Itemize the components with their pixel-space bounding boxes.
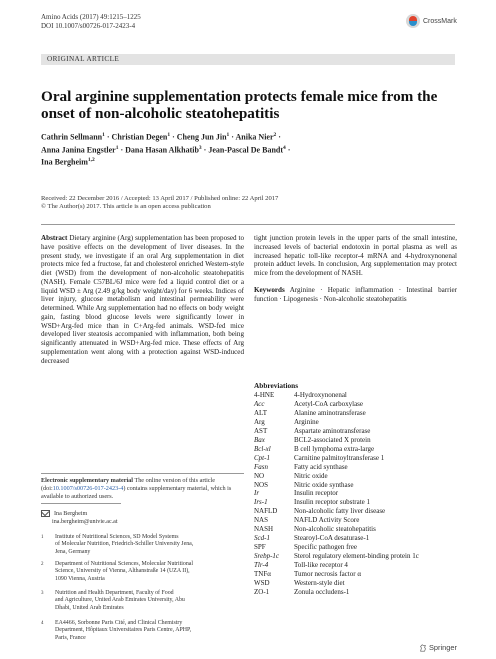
abbreviation-term: Arg [254, 417, 265, 426]
affiliation-text [41, 620, 244, 642]
abbreviation-row [254, 463, 464, 472]
affiliation-item [41, 561, 244, 583]
affiliation-line: and Agriculture, United Arab Emirates University, Abu [55, 597, 185, 604]
affiliation-number: 3 [41, 591, 44, 596]
affiliation-line: Dhabi, United Arab Emirates [55, 604, 124, 611]
abbreviation-term: TNFα [254, 570, 271, 579]
author-name: Christian Degen [111, 132, 168, 142]
abbreviations-table [254, 391, 464, 597]
abbreviation-term: Scd-1 [254, 534, 270, 543]
esm-doi-link[interactable]: 10.1007/s00726-017-2423-4 [52, 485, 124, 492]
abbreviation-row [254, 561, 464, 570]
abbreviation-term: Bax [254, 435, 265, 444]
abbreviation-row [254, 570, 464, 579]
author-name: Anika Nier [235, 132, 274, 142]
author-affiliation-mark: 1 [115, 144, 119, 151]
abbreviation-term: Acc [254, 399, 265, 408]
abbreviations-title: Abbreviations [254, 381, 299, 390]
abbreviation-row [254, 579, 464, 588]
abbreviation-definition: BCL2-associated X protein [294, 435, 371, 444]
abbreviation-term: 4-HNE [254, 391, 275, 399]
affiliation-item [41, 620, 244, 642]
abbreviation-definition: Tumor necrosis factor α [294, 570, 361, 579]
keywords-block [254, 286, 457, 304]
abbreviation-definition: B cell lymphoma extra-large [294, 444, 375, 453]
abbreviation-definition: Non-alcoholic fatty liver disease [294, 507, 386, 516]
author-affiliation-mark: 1,2 [87, 157, 95, 164]
affiliation-line: Paris, France [55, 634, 86, 641]
author-separator: · [118, 145, 126, 155]
author-name: Jean-Pascal De Bandt [208, 145, 284, 155]
abbreviation-row [254, 418, 464, 427]
abbreviation-row [254, 445, 464, 454]
abbreviation-definition: Toll-like receptor 4 [294, 561, 348, 570]
journal-issue: Amino Acids (2017) 49:1215–1225 [41, 13, 141, 21]
author-affiliation-mark: 3 [198, 144, 202, 151]
author-separator: · [201, 145, 209, 155]
author-separator: · [285, 145, 291, 155]
abbreviation-row [254, 427, 464, 436]
abbreviation-row [254, 436, 464, 445]
article-type-label: ORIGINAL ARTICLE [47, 55, 120, 63]
article-title: Oral arginine supplementation protects female mice from the onset of non-alcoholic steatohepatitis [41, 88, 438, 122]
affiliation-number: 4 [41, 621, 44, 626]
journal-citation [41, 13, 141, 31]
abbreviation-definition: 4-Hydroxynonenal [294, 391, 347, 399]
abbreviation-row [254, 400, 464, 409]
affiliation-line: Science, University of Vienna, Althanstraße 14 (UZA II), [55, 568, 190, 575]
abstract-label: Abstract [41, 234, 68, 242]
abbreviation-definition: Arginine [294, 417, 319, 426]
author-name: Dana Hasan Alkhatib [125, 145, 199, 155]
abbreviation-row [254, 498, 464, 507]
affiliation-item [41, 534, 244, 556]
abbreviation-definition: Non-alcoholic steatohepatitis [294, 525, 376, 534]
author-name: Ina Bergheim [41, 157, 88, 167]
abbreviation-term: Bcl-xl [254, 444, 271, 453]
abbreviation-definition: NAFLD Activity Score [294, 516, 360, 525]
journal-doi: DOI 10.1007/s00726-017-2423-4 [41, 22, 136, 30]
abbreviation-definition: Insulin receptor [294, 489, 339, 498]
affiliation-text [41, 590, 244, 612]
abbreviation-definition: Nitric oxide synthase [294, 480, 354, 489]
affiliation-line: Institute of Nutritional Sciences, SD Model Systems [55, 534, 179, 540]
abbreviation-term: Srebp-1c [254, 552, 280, 561]
abbreviation-definition: Insulin receptor substrate 1 [294, 498, 371, 507]
affiliation-line: EA4466, Sorbonne Paris Cité, and Clinical Chemistry [55, 620, 183, 626]
esm-text-after: ) contains supplementary material, which is available to authorized users. [41, 485, 232, 500]
abbreviation-definition: Specific pathogen free [294, 543, 357, 552]
publisher-logo [419, 643, 457, 652]
crossmark-icon [406, 14, 420, 28]
abbreviation-definition: Stearoyl-CoA desaturase-1 [294, 534, 370, 543]
abbreviation-row [254, 552, 464, 561]
affiliation-line: Nutrition and Health Department, Faculty of Food [55, 590, 174, 596]
header-divider [41, 224, 455, 225]
abbreviation-definition: Western-style diet [294, 579, 345, 588]
esm-divider [41, 473, 244, 474]
abbreviation-row [254, 516, 464, 525]
abstract-column-left [41, 234, 244, 365]
abbreviation-row [254, 534, 464, 543]
publication-dates [41, 195, 461, 212]
abbreviation-term: NASH [254, 525, 274, 534]
abbreviation-row [254, 472, 464, 481]
abbreviation-term: Fasn [254, 462, 268, 471]
received-accepted-dates: Received: 22 December 2016 / Accepted: 13 April 2017 / Published online: 22 April 2017 [41, 195, 279, 202]
crossmark-badge[interactable] [406, 14, 457, 28]
supplementary-note [41, 477, 244, 501]
correspondence-block [41, 510, 118, 526]
copyright-notice: © The Author(s) 2017. This article is an open access publication [41, 203, 211, 211]
abbreviation-row [254, 409, 464, 418]
abbreviation-definition: Sterol regulatory element-binding protein 1c [294, 552, 419, 561]
abstract-column-right [254, 234, 457, 303]
author-line-3 [41, 155, 461, 168]
abbreviation-row [254, 507, 464, 516]
affiliation-line: Department, Hôpitaux Universitaires Paris Centre, APHP, [55, 627, 192, 634]
affiliation-number: 1 [41, 535, 44, 540]
abbreviation-row [254, 481, 464, 490]
correspondence-name: Ina Bergheim [54, 510, 88, 517]
author-list [41, 130, 461, 168]
author-affiliation-mark: 1 [167, 132, 171, 138]
abbreviation-term: ZO-1 [254, 587, 270, 596]
abbreviation-row [254, 454, 464, 463]
author-line-1 [41, 130, 461, 143]
abbreviation-term: Irs-1 [254, 498, 268, 507]
author-affiliation-mark: 1 [102, 132, 105, 138]
esm-label: Electronic supplementary material [41, 477, 133, 484]
abbreviation-definition: Carnitine palmitoyltransferase 1 [294, 453, 385, 462]
affiliation-line: 1090 Vienna, Austria [55, 575, 105, 582]
publisher-name: Springer [429, 643, 457, 652]
abbreviation-row [254, 489, 464, 498]
abbreviation-definition: Acetyl-CoA carboxylase [294, 399, 364, 408]
affiliation-number: 2 [41, 562, 44, 567]
abbreviation-term: AST [254, 426, 268, 435]
abbreviation-row [254, 588, 464, 597]
affiliation-line: Jena, Germany [55, 548, 91, 555]
author-line-2 [41, 143, 461, 156]
abbreviation-term: WSD [254, 579, 270, 588]
abbreviation-term: Ir [254, 489, 260, 498]
author-separator: · [104, 132, 112, 142]
author-name: Cathrin Sellmann [41, 132, 103, 142]
abstract-text-right: tight junction protein levels in the upper parts of the small intestine, increased levels of bacterial endotoxin in portal plasma as well as increased hepatic toll-like receptor-4 mRNA and 4-hydroxynonenal protein adduct levels. In conclusion, Arg supplementation may protect mice from the development of NASH. [254, 234, 457, 277]
crossmark-label: CrossMark [423, 17, 457, 25]
abbreviation-definition: Fatty acid synthase [294, 462, 348, 471]
abbreviation-term: Cpt-1 [254, 453, 270, 462]
keywords-text: Arginine · Hepatic inflammation · Intestinal barrier function · Lipogenesis · Non-alcoholic steatohepatitis [254, 285, 457, 303]
abbreviation-definition: Zonula occludens-1 [294, 587, 350, 596]
abbreviation-term: ALT [254, 408, 267, 417]
abbreviation-term: NAFLD [254, 507, 278, 516]
author-affiliation-mark: 2 [273, 132, 277, 138]
correspondence-email[interactable]: ina.bergheim@univie.ac.at [52, 518, 118, 525]
abbreviation-definition: Aspartate aminotransferase [294, 426, 371, 435]
springer-horse-icon [419, 644, 427, 652]
affiliation-item [41, 590, 244, 612]
footnote-divider [41, 503, 121, 504]
author-name: Anna Janina Engstler [41, 145, 116, 155]
abbreviation-row [254, 543, 464, 552]
abbreviation-term: NOS [254, 480, 269, 489]
author-affiliation-mark: 1 [226, 132, 230, 138]
abbreviation-term: SPF [254, 543, 266, 552]
keywords-label: Keywords [254, 285, 285, 294]
abbreviation-row [254, 391, 464, 400]
affiliation-line: Department of Nutritional Sciences, Molecular Nutritional [55, 561, 194, 567]
affiliation-text [41, 561, 244, 583]
author-separator: · [276, 132, 281, 142]
affiliation-text [41, 534, 244, 556]
author-separator: · [170, 132, 177, 142]
abbreviation-term: NAS [254, 516, 269, 525]
envelope-icon [41, 510, 50, 517]
abbreviation-term: NO [254, 471, 265, 480]
esm-text-before: The online version of this article (doi: [41, 477, 216, 492]
author-separator: · [229, 132, 236, 142]
affiliation-line: of Molecular Nutrition, Friedrich-Schiller University Jena, [55, 541, 194, 548]
abbreviation-term: Tlr-4 [254, 561, 269, 570]
author-affiliation-mark: 4 [283, 144, 286, 151]
author-name: Cheng Jun Jin [176, 132, 227, 142]
abbreviation-row [254, 525, 464, 534]
abbreviation-definition: Nitric oxide [294, 471, 328, 480]
abbreviation-definition: Alanine aminotransferase [294, 408, 366, 417]
abstract-text-left: Dietary arginine (Arg) supplementation has been proposed to have positive effects on the development of liver diseases. In the present study, we investigate if an oral Arg supplementation in diet protects mice fed a fructose, fat and cholesterol enriched Western-style diet (WSD) from the development of non-alcoholic steatohepatitis (NASH). Female C57BL/6J mice were fed a liquid control diet or a liquid WSD ± Arg (2.49 g/kg body weight/day) for 6 weeks. Indices of liver injury, glucose metabolism and intestinal permeability were determined. While Arg supplementation had no effects on body weight gain, fasting blood glucose levels were significantly lower in WSD+Arg-fed mice than in C+Arg-fed animals. WSD-fed mice developed liver steatosis accompanied with inflammation, both being significantly attenuated in WSD+Arg-fed mice. These effects of Arg supplementation went along with a protection against WSD-induced decreased [41, 234, 244, 365]
